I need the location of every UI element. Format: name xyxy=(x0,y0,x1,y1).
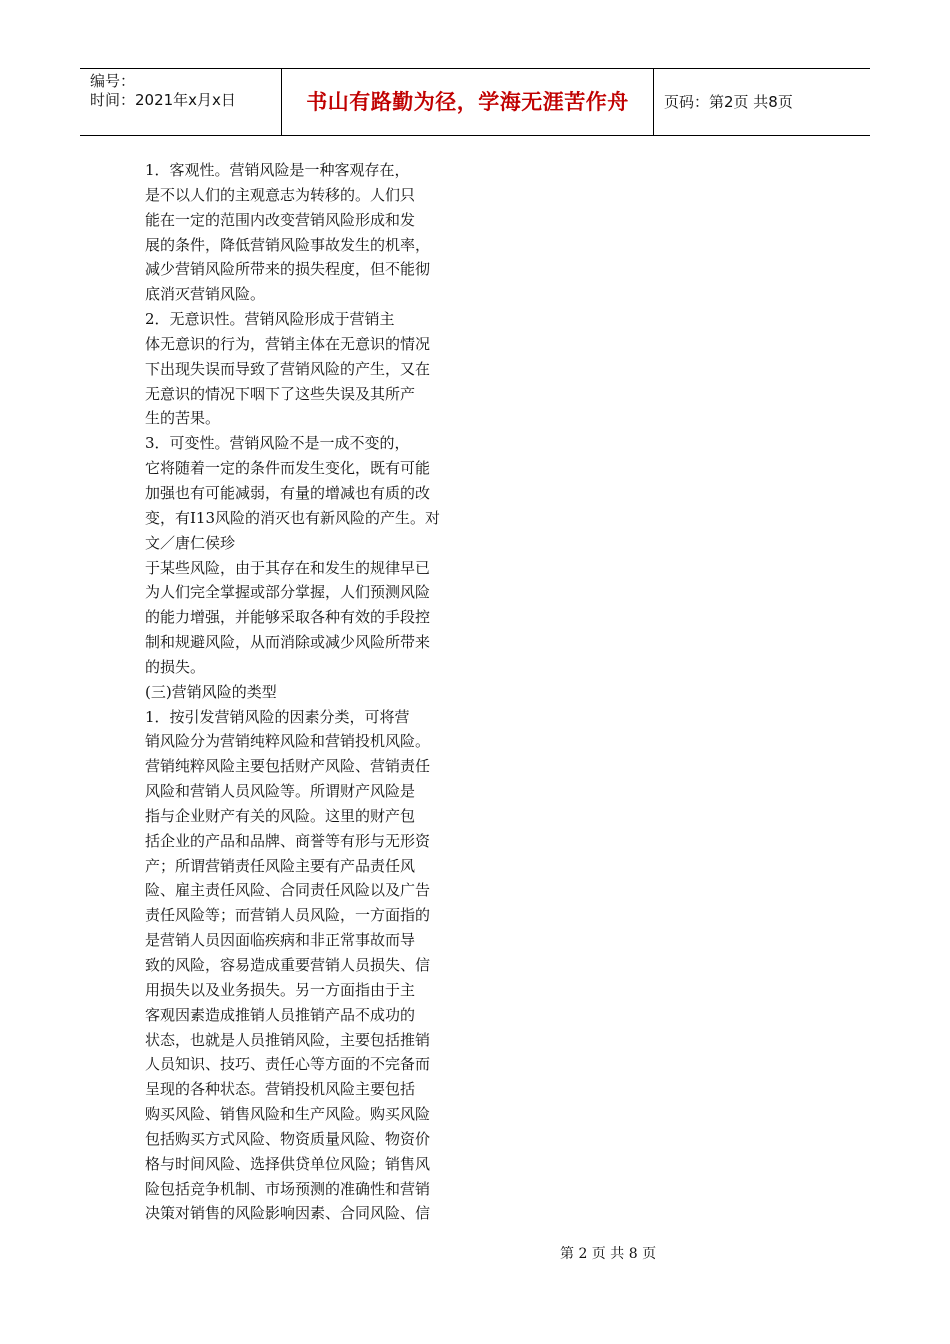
text-line: 它将随着一定的条件而发生变化，既有可能 xyxy=(145,459,431,478)
text-line: 格与时间风险、选择供贷单位风险；销售风 xyxy=(145,1154,431,1173)
text-line: 变，有I13风险的消灭也有新风险的产生。对 xyxy=(145,508,441,527)
text-line: 呈现的各种状态。营销投机风险主要包括 xyxy=(145,1080,416,1099)
text-line: 致的风险，容易造成重要营销人员损失、信 xyxy=(145,956,431,974)
text-line: 2．无意识性。营销风险形成于营销主 xyxy=(145,310,395,329)
text-line: 括企业的产品和品牌、商誉等有形与无形资 xyxy=(145,831,431,850)
header-meta-cell xyxy=(80,69,282,135)
text-line: 用损失以及业务损失。另一方面指由于主 xyxy=(145,980,416,999)
text-line: 1．客观性。营销风险是一种客观存在， xyxy=(145,161,410,179)
text-line: 文／唐仁侯珍 xyxy=(145,533,236,552)
text-line: 责任风险等；而营销人员风险，一方面指的 xyxy=(145,906,431,925)
text-line: 的损失。 xyxy=(145,657,206,676)
text-line: 是营销人员因面临疾病和非正常事故而导 xyxy=(145,931,416,950)
text-line: 能在一定的范围内改变营销风险形成和发 xyxy=(145,210,416,229)
text-line: 1．按引发营销风险的因素分类，可将营 xyxy=(145,707,410,726)
text-line: 包括购买方式风险、物资质量风险、物资价 xyxy=(145,1129,431,1148)
text-line: 3．可变性。营销风险不是一成不变的， xyxy=(145,434,410,453)
text-line: 无意识的情况下咽下了这些失误及其所产 xyxy=(145,384,416,403)
text-line: 营销纯粹风险主要包括财产风险、营销责任 xyxy=(145,757,431,776)
text-line: 决策对销售的风险影响因素、合同风险、信 xyxy=(145,1204,431,1223)
header-page-info: 页码：第2页 共8页 xyxy=(664,93,793,111)
text-line: 展的条件，降低营销风险事故发生的机率， xyxy=(145,235,431,254)
text-line: (三)营销风险的类型 xyxy=(145,682,277,701)
text-line: 人员知识、技巧、责任心等方面的不完备而 xyxy=(145,1055,431,1074)
text-line: 指与企业财产有关的风险。这里的财产包 xyxy=(145,806,416,825)
text-line: 减少营销风险所带来的损失程度，但不能彻 xyxy=(145,260,431,279)
time-label: 时间：2021年x月x日 xyxy=(90,91,236,109)
text-line: 底消灭营销风险。 xyxy=(145,285,266,304)
text-line: 加强也有可能减弱，有量的增减也有质的改 xyxy=(145,483,431,502)
text-line: 客观因素造成推销人员推销产品不成功的 xyxy=(145,1005,416,1024)
text-line: 制和规避风险，从而消除或减少风险所带来 xyxy=(145,633,431,652)
number-label: 编号： xyxy=(90,72,136,90)
text-line: 销风险分为营销纯粹风险和营销投机风险。 xyxy=(145,732,431,751)
text-line: 产；所谓营销责任风险主要有产品责任风 xyxy=(145,856,416,875)
text-line: 风险和营销人员风险等。所谓财产风险是 xyxy=(145,782,416,801)
document-body xyxy=(145,158,485,1226)
text-line: 体无意识的行为，营销主体在无意识的情况 xyxy=(145,334,431,353)
text-line: 购买风险、销售风险和生产风险。购买风险 xyxy=(145,1105,431,1124)
text-line: 险、雇主责任风险、合同责任风险以及广告 xyxy=(145,881,431,900)
text-line: 的能力增强，并能够采取各种有效的手段控 xyxy=(145,608,431,627)
text-line: 状态，也就是人员推销风险，主要包括推销 xyxy=(145,1030,431,1049)
page-footer: 第 2 页 共 8 页 xyxy=(560,1246,657,1262)
text-line: 为人们完全掌握或部分掌握，人们预测风险 xyxy=(145,583,431,602)
text-line: 是不以人们的主观意志为转移的。人们只 xyxy=(145,185,416,204)
text-line: 生的苦果。 xyxy=(145,409,221,428)
page-header xyxy=(80,68,870,136)
text-line: 下出现失误而导致了营销风险的产生，又在 xyxy=(145,359,431,378)
text-line: 于某些风险，由于其存在和发生的规律早已 xyxy=(145,558,431,577)
text-line: 险包括竞争机制、市场预测的准确性和营销 xyxy=(145,1179,431,1198)
header-motto: 书山有路勤为径，学海无涯苦作舟 xyxy=(282,69,654,135)
